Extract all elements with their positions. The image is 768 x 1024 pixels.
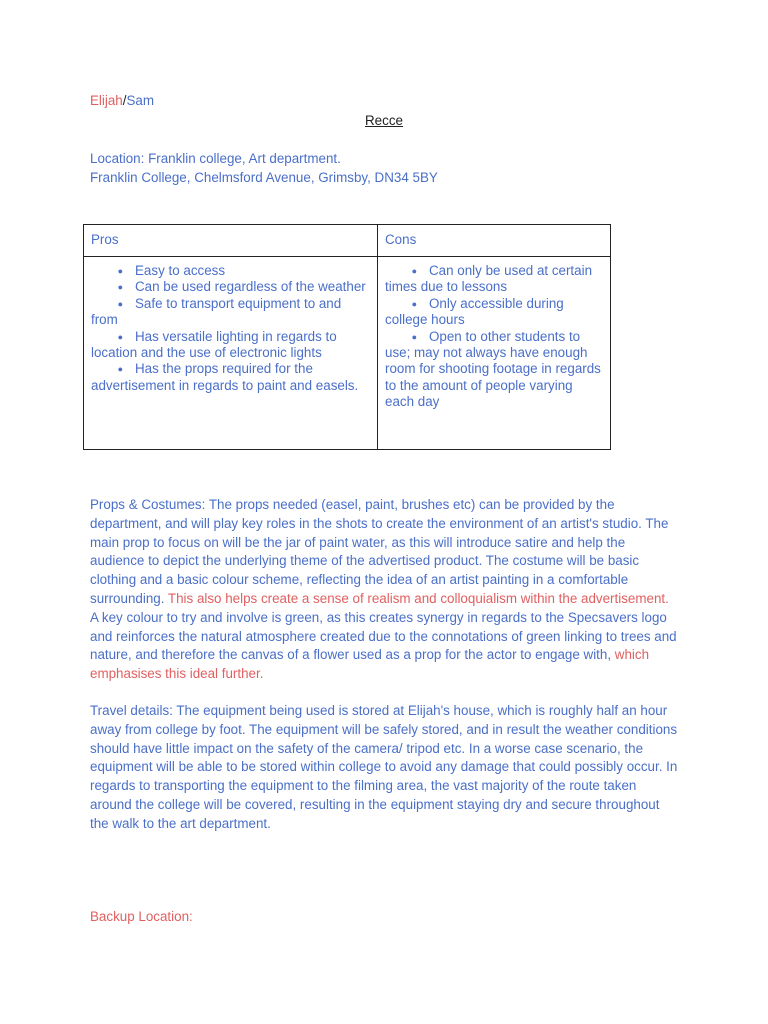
- props-highlight-text: which emphasises this ideal further.: [90, 647, 650, 682]
- bullet-icon: ●: [411, 266, 417, 276]
- bullet-icon: ●: [411, 298, 417, 309]
- bullet-icon: ●: [117, 282, 123, 293]
- author-elijah: Elijah: [90, 93, 123, 108]
- cons-header-cell: [378, 225, 611, 257]
- list-item: [91, 329, 369, 362]
- list-item: [91, 263, 369, 279]
- list-item: [385, 263, 602, 296]
- pros-list: [84, 257, 377, 394]
- author-separator: /: [122, 93, 127, 108]
- address-line: Franklin College, Chelmsford Avenue, Grimsby, DN34 5BY: [90, 170, 438, 185]
- con-item-text: Only accessible during college hours: [385, 295, 564, 328]
- pros-cons-table: [83, 224, 611, 450]
- pros-header: Pros: [91, 232, 119, 247]
- cons-header: Cons: [385, 232, 417, 247]
- pro-item-text: Has versatile lighting in regards to location and the use of electronic lights: [91, 328, 337, 361]
- list-item: [385, 296, 602, 329]
- location-block: [90, 149, 438, 187]
- list-item: [385, 329, 602, 411]
- con-item-text: Open to other students to use; may not always have enough room for shooting footage in regards to the amount of people varying each day: [385, 328, 601, 410]
- pro-item-text: Can be used regardless of the weather: [135, 279, 366, 295]
- table-header-row: [84, 225, 611, 257]
- location-line: Location: Franklin college, Art department.: [90, 151, 341, 166]
- bullet-icon: ●: [117, 266, 123, 276]
- document-title-row: [0, 112, 768, 130]
- travel-details-paragraph: Travel details: The equipment being used is stored at Elijah's house, which is roughly half an hour away from college by foot. The equipment will be safely stored, and in result the weather conditions should have little impact on the safety of the camera/ tripod etc. In a worse case scenario, the equipment will be able to be stored within college to avoid any damage that could possibly occur. In regards to transporting the equipment to the filming area, the vast majority of the route taken around the college will be covered, resulting in the equipment staying dry and secure throughout the walk to the art department.: [90, 703, 678, 831]
- con-item-text: Can only be used at certain times due to lessons: [385, 263, 593, 295]
- backup-location-label: Backup Location:: [90, 909, 193, 924]
- author-sam: Sam: [126, 93, 155, 108]
- pros-list-cell: [84, 257, 378, 450]
- bullet-icon: ●: [117, 331, 123, 342]
- props-text: Props & Costumes: The props needed (easel, paint, brushes etc) can be provided by the department, and will play key roles in the shots to create the environment of an artist's studio. The main prop to focus on will be the jar of paint water, as this will introduce satire and help the audience to depict the underlying theme of the advertised product. The costume will be basic clothing and a basic colour scheme, reflecting the idea of an artist painting in a comfortable surrounding.: [90, 497, 669, 606]
- pro-item-text: Safe to transport equipment to and from: [91, 295, 342, 328]
- table-body-row: [84, 257, 611, 450]
- cons-list: [378, 257, 610, 411]
- list-item: [91, 361, 369, 394]
- bullet-icon: ●: [411, 331, 417, 342]
- bullet-icon: ●: [117, 298, 123, 309]
- pro-item-text: Has the props required for the advertisement in regards to paint and easels.: [91, 361, 359, 393]
- pros-header-cell: [84, 225, 378, 257]
- list-item: [91, 296, 369, 329]
- props-highlight-text: This also helps create a sense of realism and colloquialism within the advertisement.: [167, 590, 669, 606]
- document-title: Recce: [365, 113, 403, 128]
- props-costumes-paragraph: [90, 496, 680, 684]
- props-text: A key colour to try and involve is green, as this creates synergy in regards to the Specsavers logo and reinforces the natural atmosphere created due to the connotations of green linking to trees and nature, and therefore the canvas of a flower used as a prop for the actor to engage with,: [90, 609, 677, 663]
- author-names: [90, 92, 154, 110]
- list-item: [91, 279, 369, 295]
- pro-item-text: Easy to access: [135, 263, 226, 278]
- bullet-icon: ●: [117, 364, 123, 375]
- cons-list-cell: [378, 257, 611, 450]
